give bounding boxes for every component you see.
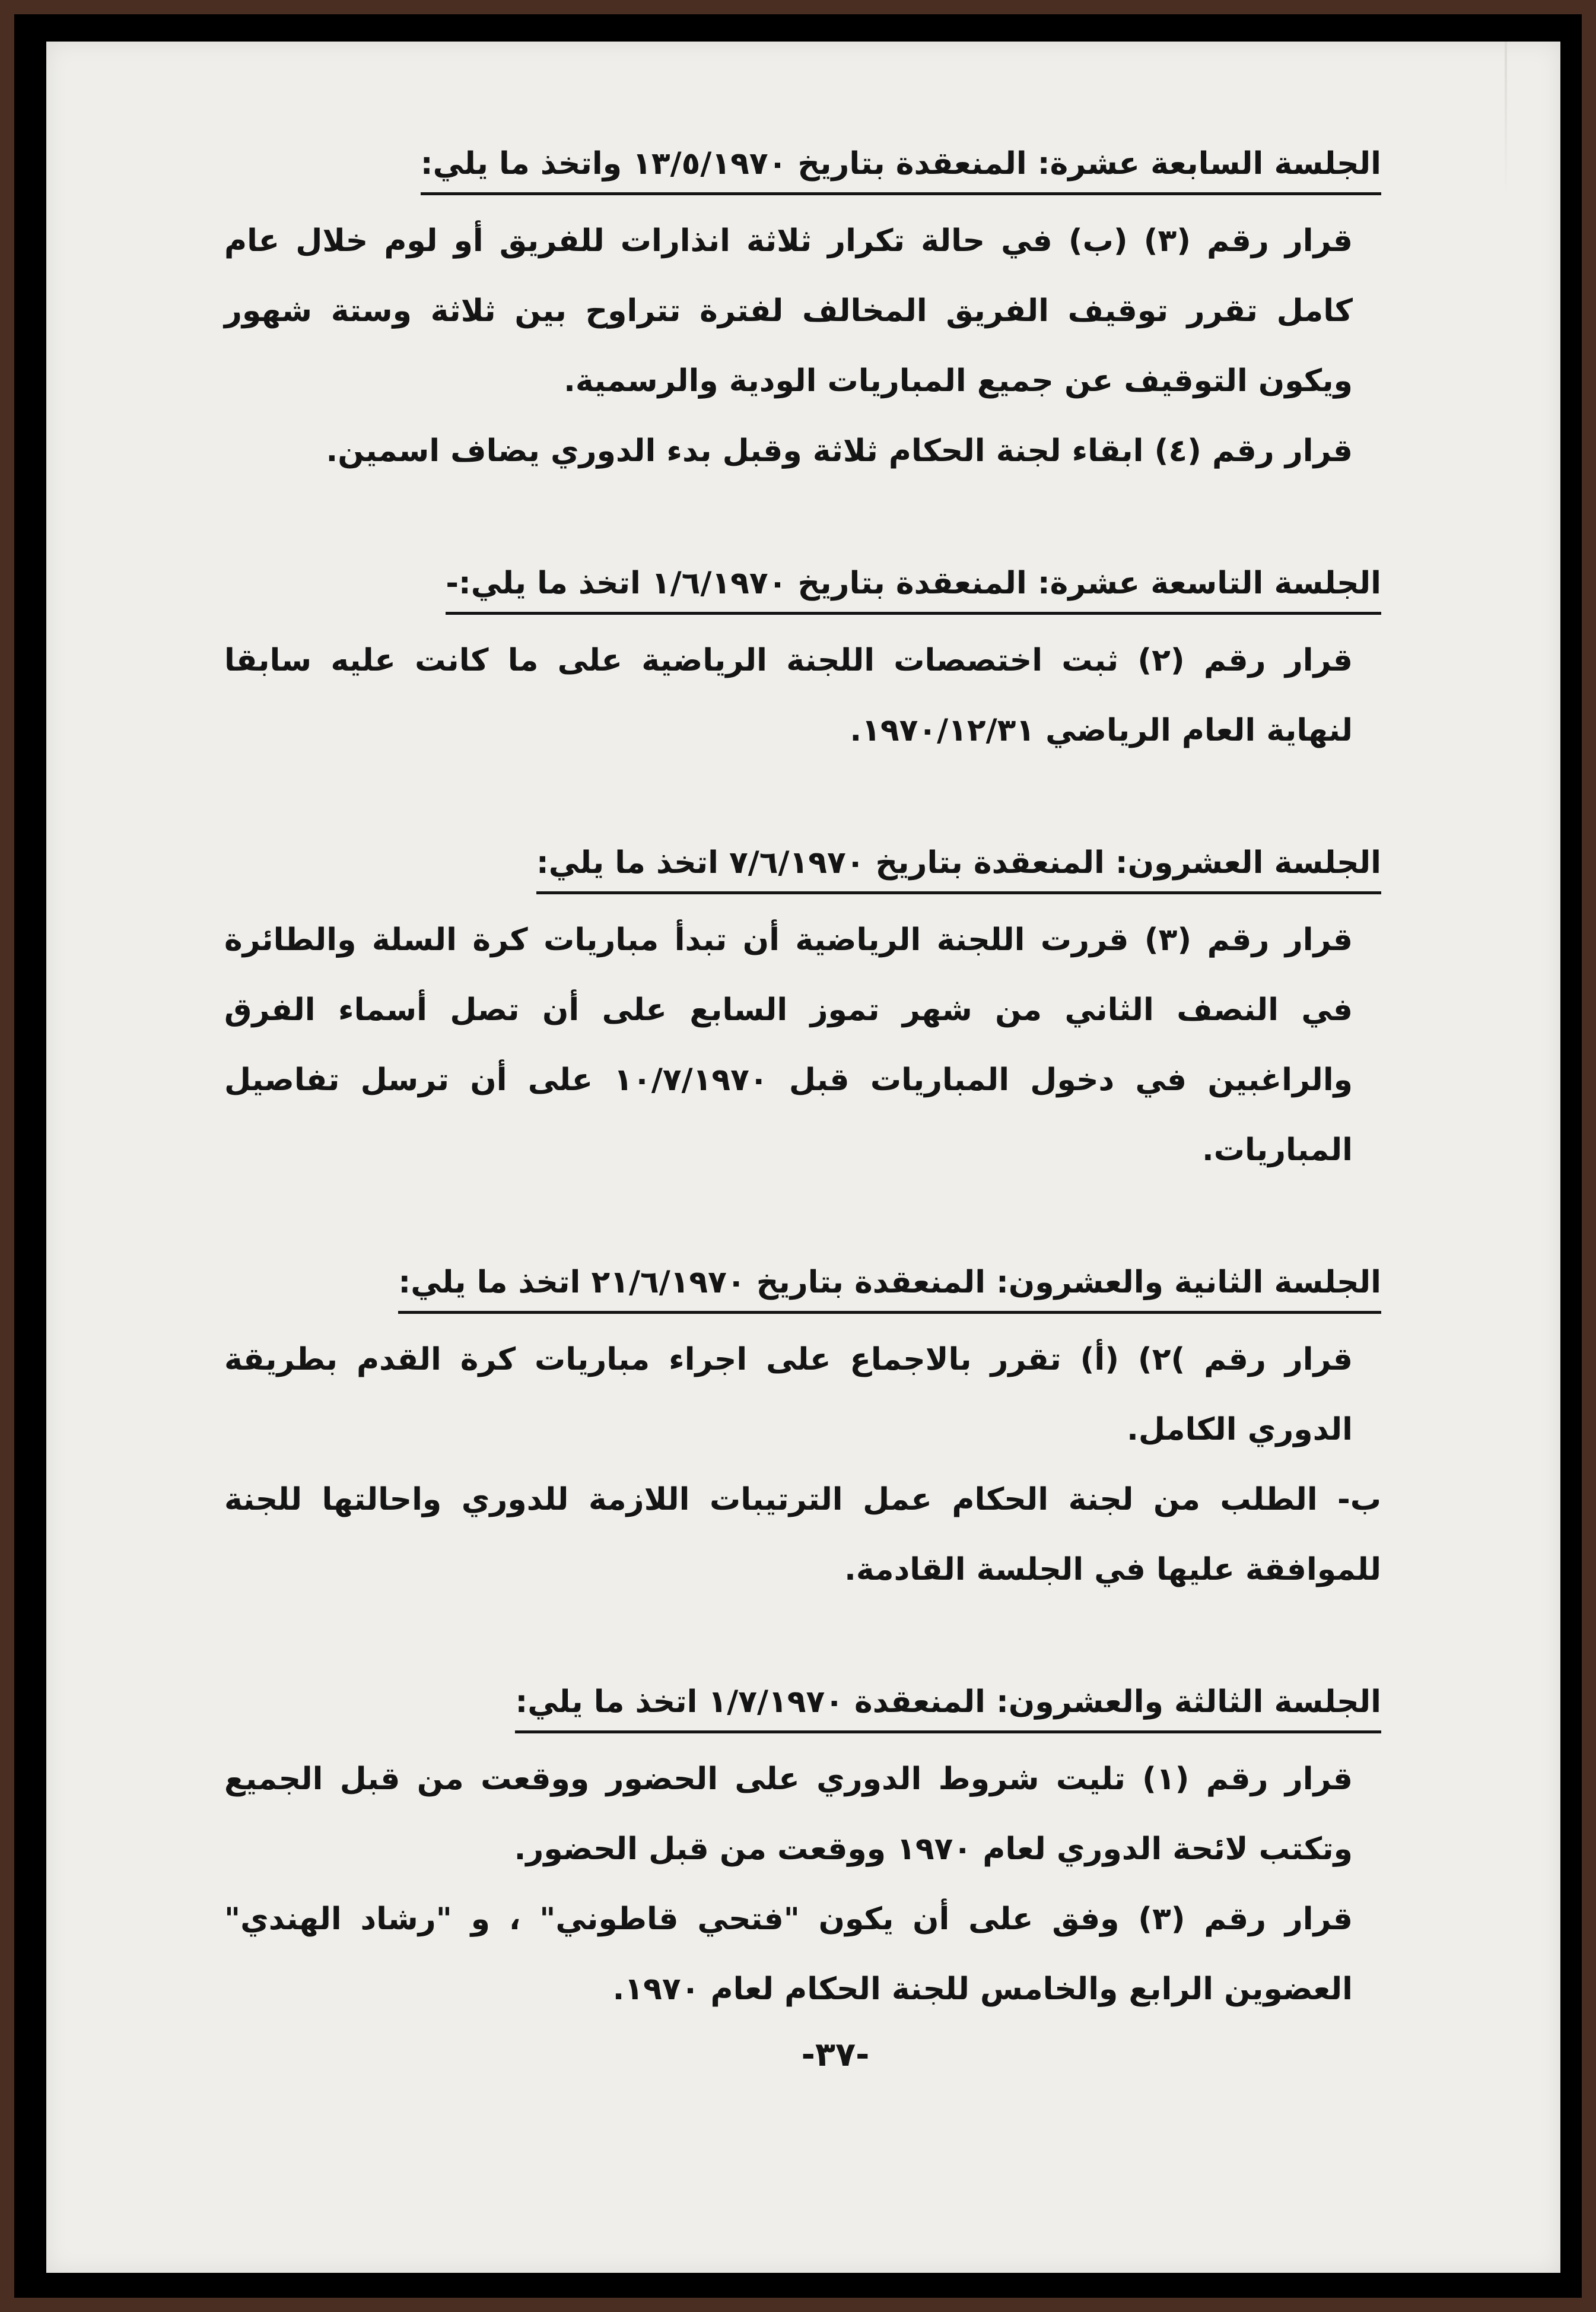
session-heading: الجلسة الثالثة والعشرون: المنعقدة ١/٧/١٩٧٠ اتخذ ما يلي:	[515, 1675, 1381, 1733]
decision-paragraph: قرار رقم (٢) ثبت اختصصات اللجنة الرياضية على ما كانت عليه سابقا لنهاية العام الرياضي ١٩٧٠/١٢/٣١.	[224, 643, 1353, 748]
decision-paragraph: قرار رقم (٤) ابقاء لجنة الحكام ثلاثة وقبل بدء الدوري يضاف اسمين.	[326, 433, 1353, 469]
decision-paragraph: قرار رقم (١) تليت شروط الدوري على الحضور ووقعت من قبل الجميع وتكتب لائحة الدوري لعام ١٩٧٠ ووقعت من قبل الحضور.	[224, 1761, 1353, 1867]
session-heading: الجلسة السابعة عشرة: المنعقدة بتاريخ ١٣/٥/١٩٧٠ واتخذ ما يلي:	[421, 136, 1381, 195]
decision-paragraph: ب- الطلب من لجنة الحكام عمل الترتيبات اللازمة للدوري واحالتها للجنة للموافقة عليها في الجلسة القادمة.	[224, 1482, 1381, 1587]
document-body	[224, 136, 1381, 2094]
decision-paragraph: قرار رقم (٣) (ب) في حالة تكرار ثلاثة انذارات للفريق أو لوم خلال عام كامل تقرر توقيف الفريق المخالف لفترة تتراوح بين ثلاثة وستة شهور ويكون التوقيف عن جميع المباريات الودية والرسمية.	[224, 223, 1353, 399]
session-heading: الجلسة الثانية والعشرون: المنعقدة بتاريخ ٢١/٦/١٩٧٠ اتخذ ما يلي:	[398, 1255, 1381, 1314]
decision-paragraph: قرار رقم )٢) (أ) تقرر بالاجماع على اجراء مباريات كرة القدم بطريقة الدوري الكامل.	[224, 1342, 1353, 1447]
decision-paragraph: قرار رقم (٣) وفق على أن يكون "فتحي قاطوني" ، و "رشاد الهندي" العضوين الرابع والخامس للجنة الحكام لعام ١٩٧٠.	[224, 1901, 1353, 2007]
paper-fold	[1505, 42, 1507, 196]
session-22	[224, 1255, 1381, 1605]
page-number: -٣٧-	[801, 2035, 870, 2074]
session-heading: الجلسة العشرون: المنعقدة بتاريخ ٧/٦/١٩٧٠ اتخذ ما يلي:	[536, 836, 1381, 894]
session-19	[224, 556, 1381, 766]
decision-paragraph: قرار رقم (٣) قررت اللجنة الرياضية أن تبدأ مباريات كرة السلة والطائرة في النصف الثاني من شهر تموز السابع على أن تصل أسماء الفرق والراغبين في دخول المباريات قبل ١٠/٧/١٩٧٠ على أن ترسل تفاصيل المباريات.	[224, 922, 1353, 1168]
session-23	[224, 1675, 1381, 2024]
document-page	[46, 42, 1560, 2273]
session-heading: الجلسة التاسعة عشرة: المنعقدة بتاريخ ١/٦/١٩٧٠ اتخذ ما يلي:-	[446, 556, 1381, 615]
session-20	[224, 836, 1381, 1185]
session-17	[224, 136, 1381, 486]
